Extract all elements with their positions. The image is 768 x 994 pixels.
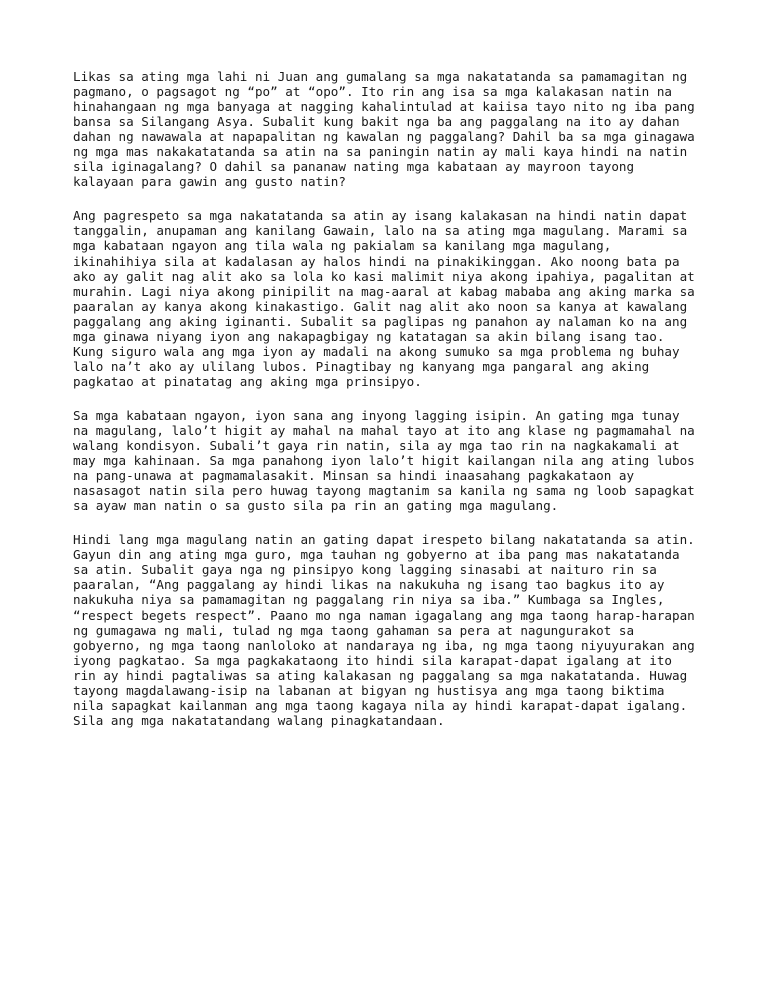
paragraph-2: Ang pagrespeto sa mga nakatatanda sa atin ay isang kalakasan na hindi natin dapat tanggalin, anupaman ang kanilang Gawain, lalo na sa ating mga magulang. Marami sa mga kabataan ngayon ang tila wala ng pakialam sa kanilang mga magulang, ikinahihiya sila at kadalasan ay halos hindi na pinakikinggan. Ako noong bata pa ako ay galit nag alit ako sa lola ko kasi malimit niya akong ipahiya, pagalitan at murahin. Lagi niya akong pinipilit na mag-aaral at kabag mababa ang aking marka sa paaralan ay kanya akong kinakastigo. Galit nag alit ako noon sa kanya at kawalang paggalang ang aking iginanti. Subalit sa paglipas ng panahon ay nalaman ko na ang mga ginawa niyang iyon ang nakapagbigay ng katatagan sa akin bilang isang tao. Kung siguro wala ang mga iyon ay madali na akong sumuko sa mga problema ng buhay lalo na’t ako ay ulilang lubos. Pinagtibay ng kanyang mga pangaral ang aking pagkatao at pinatatag ang aking mga prinsipyo.	[73, 208, 695, 389]
paragraph-4: Hindi lang mga magulang natin an gating dapat irespeto bilang nakatatanda sa atin. Gayun din ang ating mga guro, mga tauhan ng gobyerno at iba pang mas nakatatanda sa atin. Subalit gaya nga ng pinsipyo kong lagging sinasabi at naituro rin sa paaralan, “Ang paggalang ay hindi likas na nakukuha ng isang tao bagkus ito ay nakukuha niya sa pamamagitan ng paggalang rin niya sa iba.” Kumbaga sa Ingles, “respect begets respect”. Paano mo nga naman igagalang ang mga taong harap-harapan ng gumagawa ng mali, tulad ng mga taong gahaman sa pera at nagungurakot sa gobyerno, ng mga taong nanloloko at nandaraya ng iba, ng mga taong niyuyurakan ang iyong pagkatao. Sa mga pagkakataong ito hindi sila karapat-dapat igalang at ito rin ay hindi pagtaliwas sa ating kalakasan ng paggalang sa mga nakatatanda. Huwag tayong magdalawang-isip na labanan at bigyan ng hustisya ang mga taong biktima nila sapagkat kailanman ang mga taong kagaya nila ay hindi karapat-dapat igalang. Sila ang mga nakatatandang walang pinagkatandaan.	[73, 532, 695, 728]
document-body	[73, 69, 713, 747]
paragraph-3: Sa mga kabataan ngayon, iyon sana ang inyong lagging isipin. An gating mga tunay na magulang, lalo’t higit ay mahal na mahal tayo at ito ang klase ng pagmamahal na walang kondisyon. Subali’t gaya rin natin, sila ay mga tao rin na nagkakamali at may mga kahinaan. Sa mga panahong iyon lalo’t higit kailangan nila ang ating lubos na pang-unawa at pagmamalasakit. Minsan sa hindi inaasahang pagkakataon ay nasasagot natin sila pero huwag tayong magtanim sa kanila ng sama ng loob sapagkat sa ayaw man natin o sa gusto sila pa rin an gating mga magulang.	[73, 407, 695, 514]
paragraph-1: Likas sa ating mga lahi ni Juan ang gumalang sa mga nakatatanda sa pamamagitan ng pagmano, o pagsagot ng “po” at “opo”. Ito rin ang isa sa mga kalakasan natin na hinahangaan ng mga banyaga at nagging kahalintulad at kaiisa tayo nito ng iba pang bansa sa Silangang Asya. Subalit kung bakit nga ba ang paggalang na ito ay dahan dahan ng nawawala at napapalitan ng kawalan ng paggalang? Dahil ba sa mga ginagawa ng mga mas nakakatatanda sa atin na sa paningin natin ay mali kaya hindi na natin sila iginagalang? O dahil sa pananaw nating mga kabataan ay mayroon tayong kalayaan para gawin ang gusto natin?	[73, 69, 695, 190]
